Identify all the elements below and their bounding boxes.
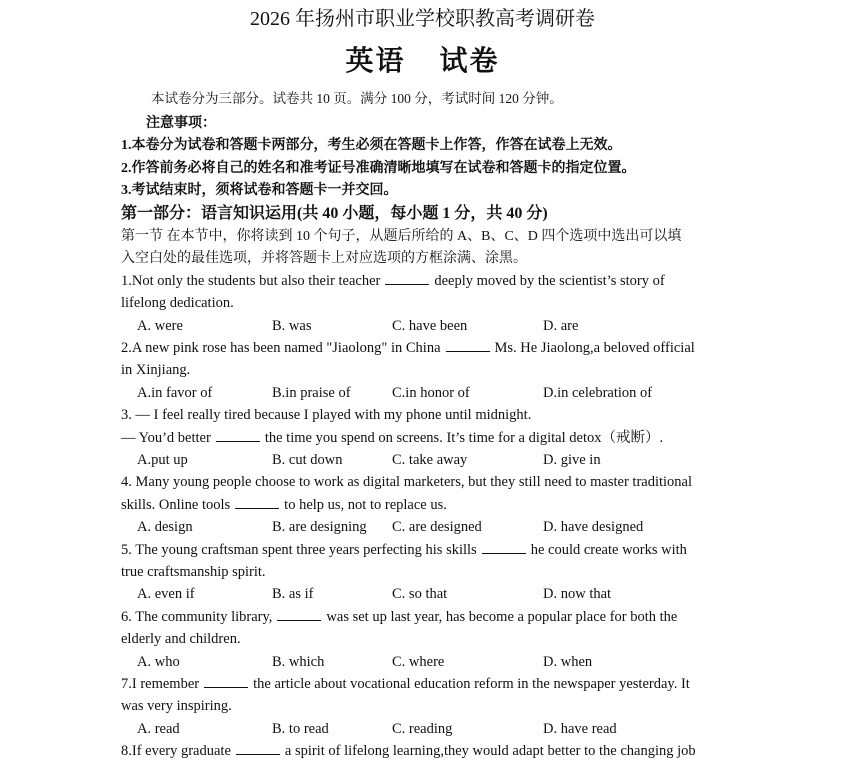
question-3-line: 3. — I feel really tired because I played with my phone until midnight. [121, 407, 532, 423]
answer-blank [204, 674, 248, 688]
question-2-line: in Xinjiang. [121, 362, 191, 378]
question-6-line [121, 607, 677, 627]
option-c: C. take away [392, 452, 468, 468]
option-d: D. have designed [543, 519, 644, 535]
question-text: 5. The young craftsman spent three years perfecting his skills [121, 542, 477, 558]
option-d: D. have read [543, 721, 617, 737]
question-7-line [121, 674, 690, 694]
question-6-line: elderly and children. [121, 631, 241, 647]
option-c: C. where [392, 654, 445, 670]
question-text: 2.A new pink rose has been named "Jiaolong" in China [121, 340, 441, 356]
option-d: D. when [543, 654, 593, 670]
subject-heading [0, 44, 845, 80]
question-text: the time you spend on screens. It’s time for a digital detox（戒断）. [264, 430, 664, 446]
option-c: C. so that [392, 586, 448, 602]
option-d: D. give in [543, 452, 601, 468]
option-b: B.in praise of [272, 385, 351, 401]
question-2-line [121, 338, 695, 358]
answer-blank [235, 495, 279, 509]
question-text: 6. The community library, [121, 609, 273, 625]
part1-heading: 第一部分：语言知识运用(共 40 小题，每小题 1 分，共 40 分) [121, 205, 548, 222]
section-instructions: 第一节 在本节中，你将读到 10 个句子，从题后所给的 A、B、C、D 四个选项中选出可以填 [121, 229, 682, 244]
question-text: 8.If every graduate [121, 743, 231, 759]
subject-paper-label: 试卷 [439, 46, 500, 77]
answer-blank [236, 741, 280, 755]
question-text: — You’d better [121, 430, 211, 446]
question-text: a spirit of lifelong learning,they would adapt better to the changing job [284, 743, 696, 759]
question-8-line [121, 741, 696, 761]
option-a: A. were [137, 318, 183, 334]
exam-title: 2026 年扬州市职业学校职教高考调研卷 [250, 8, 595, 30]
question-text: 7.I remember [121, 676, 200, 692]
option-d: D. are [543, 318, 579, 334]
option-d: D. now that [543, 586, 612, 602]
option-c: C. are designed [392, 519, 482, 535]
question-text: skills. Online tools [121, 497, 231, 513]
question-1-line: lifelong dedication. [121, 295, 234, 311]
question-3-line [121, 428, 663, 448]
question-1-line [121, 271, 665, 291]
option-c: C. have been [392, 318, 468, 334]
option-a: A.put up [137, 452, 188, 468]
option-b: B. as if [272, 586, 314, 602]
option-b: B. are designing [272, 519, 367, 535]
question-text: the article about vocational education reform in the newspaper yesterday. It [253, 676, 690, 692]
option-b: B. which [272, 654, 325, 670]
question-text: to help us, not to replace us. [284, 497, 447, 513]
answer-blank [277, 607, 321, 621]
note-item: 1.本卷分为试卷和答题卡两部分，考生必须在答题卡上作答，作答在试卷上无效。 [121, 138, 622, 153]
answer-blank [482, 540, 526, 554]
option-c: C. reading [392, 721, 453, 737]
option-b: B. cut down [272, 452, 343, 468]
question-5-line [121, 540, 687, 560]
question-text: deeply moved by the scientist’s story of [434, 273, 665, 289]
option-a: A.in favor of [137, 385, 213, 401]
option-d: D.in celebration of [543, 385, 653, 401]
answer-blank [446, 338, 490, 352]
question-4-line: 4. Many young people choose to work as digital marketers, but they still need to master traditional [121, 474, 693, 490]
answer-blank [385, 271, 429, 285]
note-item: 3.考试结束时，须将试卷和答题卡一并交回。 [121, 183, 398, 198]
option-b: B. was [272, 318, 312, 334]
option-a: A. read [137, 721, 180, 737]
answer-blank [216, 428, 260, 442]
note-item: 2.作答前务必将自己的姓名和准考证号准确清晰地填写在试卷和答题卡的指定位置。 [121, 161, 636, 176]
exam-intro: 本试卷分为三部分。试卷共 10 页。满分 100 分，考试时间 120 分钟。 [151, 91, 563, 106]
option-a: A. design [137, 519, 193, 535]
option-a: A. even if [137, 586, 195, 602]
question-7-line: was very inspiring. [121, 698, 232, 714]
section-instructions: 入空白处的最佳选项，并将答题卡上对应选项的方框涂满、涂黑。 [121, 251, 527, 266]
notes-heading: 注意事项： [146, 116, 216, 131]
question-4-line [121, 495, 447, 515]
question-text: 1.Not only the students but also their teacher [121, 273, 381, 289]
question-text: Ms. He Jiaolong,a beloved official [494, 340, 695, 356]
question-5-line: true craftsmanship spirit. [121, 564, 266, 580]
question-text: he could create works with [530, 542, 687, 558]
option-c: C.in honor of [392, 385, 470, 401]
question-text: was set up last year, has become a popular place for both the [326, 609, 678, 625]
option-b: B. to read [272, 721, 329, 737]
subject-name: 英语 [345, 46, 406, 77]
option-a: A. who [137, 654, 180, 670]
